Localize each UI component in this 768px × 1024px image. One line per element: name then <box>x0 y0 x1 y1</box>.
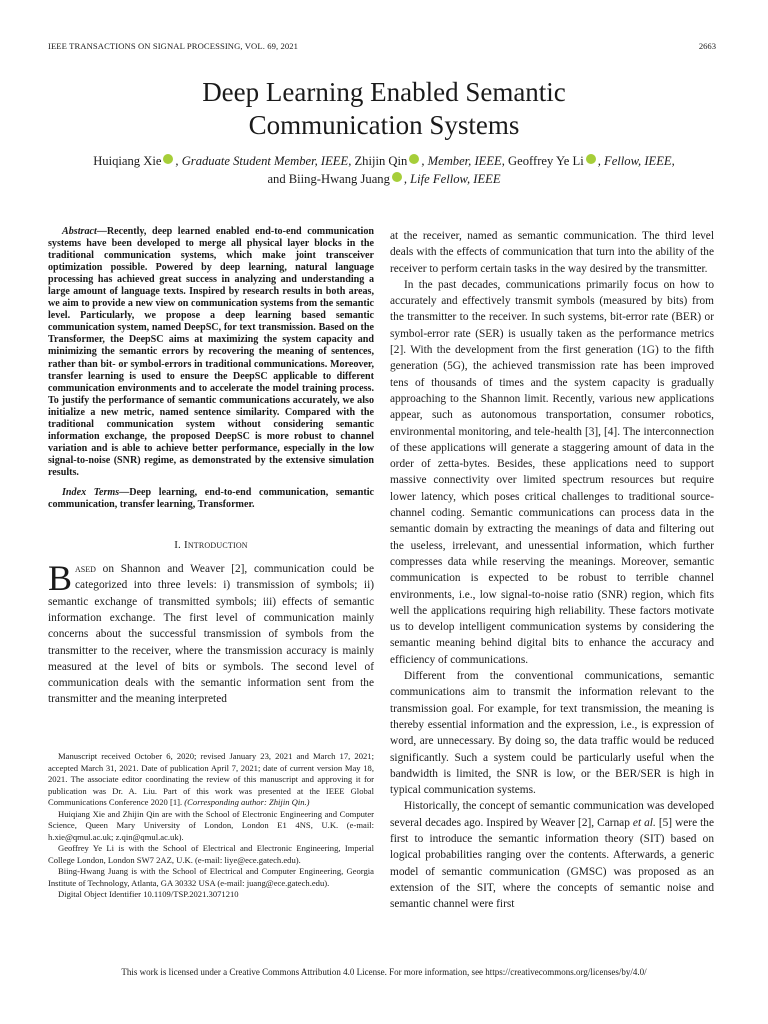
author-affiliation: , Graduate Student Member, IEEE <box>175 154 349 168</box>
author-list <box>40 152 728 188</box>
author-line-1 <box>40 152 728 170</box>
right-column <box>390 228 714 912</box>
author-line-2 <box>40 170 728 188</box>
footnotes <box>48 751 374 901</box>
index-terms <box>48 487 374 511</box>
footnote-affiliation-2: Geoffrey Ye Li is with the School of Electrical and Electronic Engineering, Imperial College London, London SW7 2AZ, U.K. (e-mail: liye@ece.gatech.edu). <box>48 843 374 865</box>
author-name: , Zhijin Qin <box>348 154 408 168</box>
paper-title <box>0 76 768 142</box>
left-column <box>48 226 374 708</box>
orcid-icon[interactable] <box>409 154 419 164</box>
author-name: , Geoffrey Ye Li <box>501 154 584 168</box>
footnote-manuscript <box>48 751 374 809</box>
intro-paragraph-4 <box>390 798 714 912</box>
intro-paragraph-2: In the past decades, communications primarily focus on how to accurately and effectively transmit symbols (measured by bits) from the transmitter to the receiver. In such systems, bit-error rate (BER) or symbol-error rate (SER) is usually taken as the performance metrics [2]. With the development from the first generation (1G) to the fifth generation (5G), the achieved transmission rate has been improved tens of thousands of times and the system capacity is gradually approaching to the Shannon limit. Recently, various new applications appear, such as autonomous transportation, consumer robotics, environmental monitoring, and tele-health [3], [4]. The interconnection of these applications will generate a staggering amount of data in the order of zetta-bytes. Besides, these applications need to support massive connectivity over limited spectrum resources but require lower latency, which poses critical challenges to traditional source-channel coding. Semantic communications can process data in the semantic domain by extracting the meanings of data and filtering out the useless, irrelevant, and unessential information, which further compresses data while reserving the meanings. Moreover, semantic communication is expected to be robust to terrible channel environments, i.e., low signal-to-noise ratio (SNR) region, which fits well the applications requiring high reliability. These factors motivate us to develop intelligent communication systems by considering the semantic meaning behind digital bits to enhance the accuracy and efficiency of communications. <box>390 278 714 666</box>
section-title: Introduction <box>183 539 248 552</box>
section-heading <box>48 539 374 551</box>
footnote-doi: Digital Object Identifier 10.1109/TSP.2021.3071210 <box>58 889 239 899</box>
author-affiliation: , Fellow, IEEE, <box>597 154 675 168</box>
et-al: et al. <box>632 816 656 829</box>
abstract <box>48 226 374 479</box>
footnote-affiliation-3: Biing-Hwang Juang is with the School of Electrical and Computer Engineering, Georgia Institute of Technology, Atlanta, GA 30332 USA (e-mail: juang@ece.gatech.edu). <box>48 866 374 888</box>
abstract-label: Abstract <box>62 226 97 237</box>
paragraph-text: [5] were the first to introduce the semantic information theory (SIT) based on logical probabilities ranging over the contents. Afterwards, a generic model of semantic communication (GMSC) was proposed as an extension of the SIT, where the concepts of semantic noise and semantic channel were first <box>390 816 714 911</box>
intro-paragraph-1 <box>48 558 374 708</box>
first-word: ased <box>75 563 96 576</box>
drop-cap: B <box>48 558 73 599</box>
author-affiliation: , Life Fellow, IEEE <box>403 172 501 186</box>
title-line-2: Communication Systems <box>248 110 520 140</box>
orcid-icon[interactable] <box>586 154 596 164</box>
orcid-icon[interactable] <box>163 154 173 164</box>
index-terms-label: Index Terms <box>62 486 120 498</box>
author-name: Huiqiang Xie <box>93 154 162 168</box>
index-terms-text: —Deep learning, end-to-end communication, semantic communication, transfer learning, Transformer. <box>48 486 374 511</box>
author-name: and Biing-Hwang Juang <box>267 172 390 186</box>
orcid-icon[interactable] <box>392 172 402 182</box>
footnote-text: Manuscript received October 6, 2020; revised January 23, 2021 and March 17, 2021; accepted March 31, 2021. Date of publication April 7, 2021; date of current version May 18, 2021. The associate editor coordinating the review of this manuscript and approving it for publication was Dr. A. Liu. Part of this work was presented at the IEEE Global Communications Conference 2020 [1]. <box>48 751 374 807</box>
intro-paragraph-3: Different from the conventional communications, semantic communications aim to transmit the information relevant to the transmission goal. For example, for text transmission, the meaning is thereby essential information and the expression, i.e., is expression of word, are unnecessary. By doing so, the data traffic would be reduced significantly. Such a system could be particularly useful when the bandwidth is limited, the SNR is low, or the BER/SER is high in typical communication systems. <box>390 670 714 797</box>
section-number: I. <box>174 539 184 552</box>
author-affiliation: , Member, IEEE <box>421 154 502 168</box>
intro-paragraph-1-continued: at the receiver, named as semantic communication. The third level deals with the effects of communication that turn into the ability of the receiver to perform certain tasks in the way desired by the transmitter. <box>390 230 714 275</box>
corresponding-author: (Corresponding author: Zhijin Qin.) <box>184 797 310 807</box>
title-line-1: Deep Learning Enabled Semantic <box>202 77 566 107</box>
license-notice: This work is licensed under a Creative Commons Attribution 4.0 License. For more information, see https://creativecommons.org/licenses/by/4.0/ <box>121 967 647 977</box>
abstract-text: —Recently, deep learned enabled end-to-end communication systems have been developed to merge all physical layer blocks in the traditional communication systems, which make joint transceiver optimization possible. Powered by deep learning, natural language processing has achieved great success in analyzing and understanding a large amount of language texts. Inspired by research results in both areas, we aim to provide a new view on communication systems from the semantic level. Particularly, we propose a deep learning based semantic communication system, named DeepSC, for text transmission. Based on the Transformer, the DeepSC aims at maximizing the system capacity and minimizing the semantic errors by recovering the meaning of sentences, rather than bit- or symbol-errors in traditional communications. Moreover, transfer learning is used to ensure the DeepSC applicable to different communication environments and to accelerate the model training process. To justify the performance of semantic communications accurately, we also initialize a new metric, named sentence similarity. Compared with the traditional communication system without considering semantic information exchange, the proposed DeepSC is more robust to channel variation and is able to achieve better performance, especially in the low signal-to-noise (SNR) regime, as demonstrated by the extensive simulation results. <box>48 226 374 478</box>
page-number: 2663 <box>698 41 716 51</box>
paragraph-text: Historically, the concept of semantic communication was developed several decades ago. Inspired by Weaver [2], Carnap <box>390 800 714 829</box>
running-header: IEEE TRANSACTIONS ON SIGNAL PROCESSING, VOL. 69, 2021 <box>48 41 299 51</box>
paragraph-text: on Shannon and Weaver [2], communication could be categorized into three levels: i) transmission of symbols; ii) semantic exchange of transmitted symbols; iii) effects of semantic information exchange. The first level of communication mainly concerns about the successful transmission of symbols from the transmitter to the receiver, where the transmission accuracy is mainly measured at the level of bits or symbols. The second level of communication deals with the semantic information sent from the transmitter and the meaning interpreted <box>48 563 374 706</box>
footnote-affiliation-1: Huiqiang Xie and Zhijin Qin are with the School of Electronic Engineering and Computer Science, Queen Mary University of London, London E1 4NS, U.K. (e-mail: h.xie@qmul.ac.uk; z.qin@qmul.ac.uk). <box>48 808 374 842</box>
